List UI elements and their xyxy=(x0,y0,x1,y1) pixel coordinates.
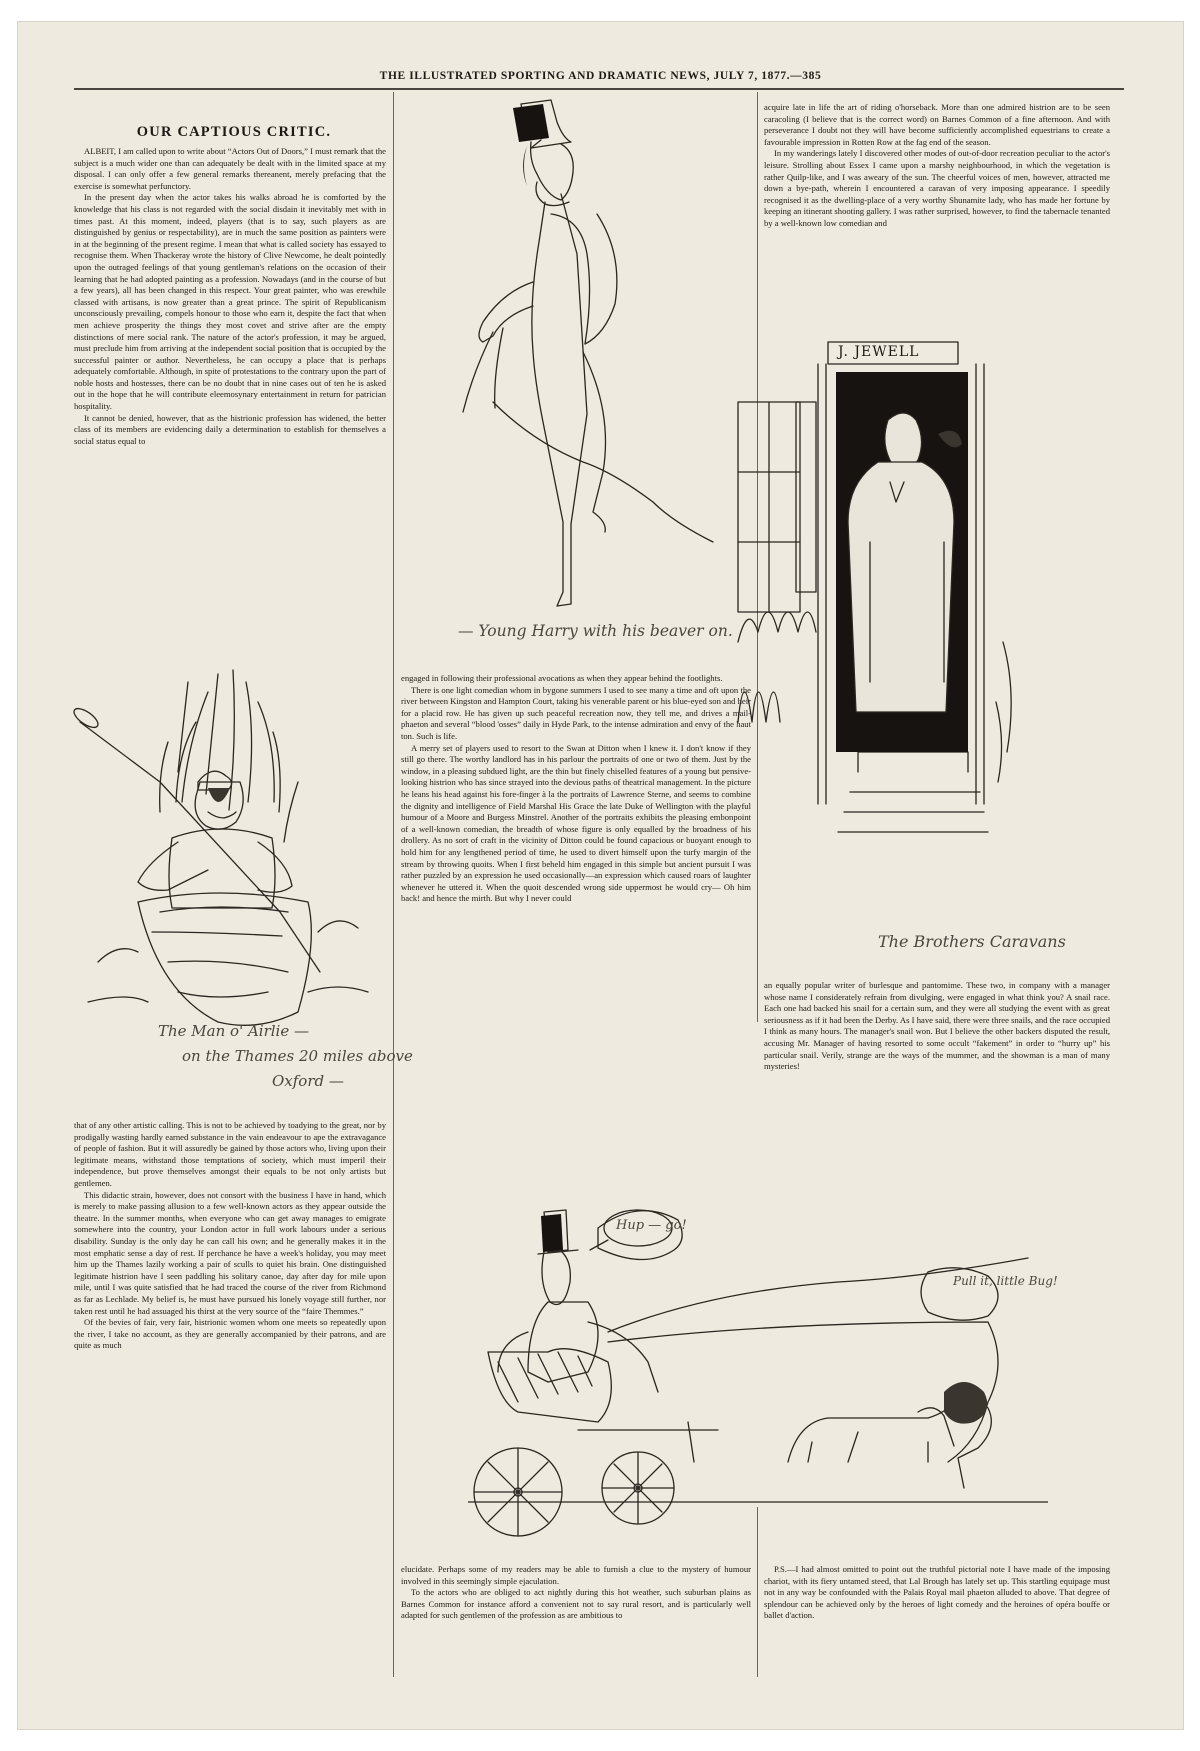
masthead: THE ILLUSTRATED SPORTING AND DRAMATIC NEWS, JULY 7, 1877.—385 xyxy=(379,70,822,82)
paragraph: In my wanderings lately I discovered other modes of out-of-door recreation peculiar to the actor's leisure. Strolling about Essex I came upon a marshy neighbourhood, in which the vegetation is rather Quilp-like, and I was aweary of the sun. The cheerful voices of men, however, attracted me down a bye-path, wherein I encountered a caravan of very imposing appearance. I speedily recognised it as the dwelling-place of a very worthy Shunamite lady, who has made her fortune by keeping an itinerant shooting gallery. I was rather surprised, however, to find the tabernacle tenanted by a well-known low comedian and xyxy=(764,148,1110,228)
column-3-middle-text xyxy=(764,980,1110,1120)
paragraph: elucidate. Perhaps some of my readers may be able to furnish a clue to the mystery of humour involved in this seemingly simple ejaculation. xyxy=(401,1564,751,1586)
column-1-top-text xyxy=(74,146,386,666)
column-rule-left xyxy=(393,92,394,1677)
paragraph: Of the bevies of fair, very fair, histrionic women whom one meets so repeatedly upon the river, I take no account, as they are generally accompanied by their patrons, and are quite as much xyxy=(74,1317,386,1351)
paragraph: In the present day when the actor takes his walks abroad he is comforted by the knowledge that his class is not regarded with the social disdain it inevitably met with in times past. At this moment, indeed, players (that is to say, such players as are distinguished by genius or respectability), are in much the same position as painters were in at the beginning of the present regime. I mean that what is called society has essayed to recognise them. When Thackeray wrote the history of Clive Newcome, he dealt pointedly upon the outraged feelings of that young gentleman's relations on the occasion of their learning that he had adopted painting as a profession. Nowadays (and in the course of but a few years), all has been changed in this respect. Your great painter, who was erewhile classed with artisans, is now greater than a great prince. The spirit of Republicanism unconsciously prevailing, compels honour to those who earn it, despite the fact that when men achieve prosperity the things they most covet and strive after are the empty distinctions of mere social rank. The nature of the actor's profession, it may be argued, must preclude him from arriving at the independent social position that is occupied by the successful painter or author. Nevertheless, he can occupy a place that is perhaps adequately comfortable. Although, in spite of protestations to the contrary upon the part of noble hosts and hostesses, there can be no doubt that in nine cases out of ten he is asked out in the hope that he will contribute eleemosynary entertainment in return for patrician hospitality. xyxy=(74,192,386,412)
column-rule-right xyxy=(757,92,758,1022)
caravan-doorway-illustration xyxy=(778,342,1108,942)
paragraph: It cannot be denied, however, that as the histrionic profession has widened, the better class of its members are evidencing daily a determination to establish for themselves a social status equal to xyxy=(74,412,386,446)
paragraph: A merry set of players used to resort to the Swan at Ditton when I knew it. I don't know if they still go there. The worthy landlord has in his parlour the portraits of one or two of them. Just by the window, in a pleasing subdued light, are the thin but finely chiselled features of a young but pensive-looking histrion who has since strayed into the devious paths of theatrical management. In the picture he leans his head against his fore-finger à la the portraits of Lawrence Sterne, and seems to combine the dignity and intelligence of Field Marshal His Grace the late Duke of Wellington with the playful humour of a Moore and Burgess Minstrel. Another of the portraits exhibits the pleasing embonpoint of a well-known comedian, the breadth of whose figure is only equalled by the broadness of his drollery. As no sort of craft in the vicinity of Ditton could be found capacious or buoyant enough to hold him for any lengthened period of time, he used to divert himself upon the turfy margin of the stream by throwing quoits. When I first beheld him engaged in this simple but ancient pursuit I was rather puzzled by an expression he used occasionally—an expression which caused roars of laughter whenever he uttered it. When the quoit descended wrong side uppermost he would cry— Oh him back! and hence the mirth. But why I never could xyxy=(401,742,751,904)
paragraph: engaged in following their professional avocations as when they appear behind the footlights. xyxy=(401,673,723,683)
carriage-speech-bubble-2: Pull it, little Bug! xyxy=(953,1274,1058,1288)
column-2-middle-text xyxy=(401,673,751,1029)
paragraph: that of any other artistic calling. This is not to be achieved by toadying to the great, nor by prodigally wasting hardly earned substance in the vain endeavour to ape the extravagance of people of fashion. But it will assuredly be gained by those actors who, living upon their legitimate means, withstand those temptations of society, which must imperil their independence, but prove themselves amongst their equals to be not only artists but gentlemen. xyxy=(74,1120,386,1188)
canoe-illustration xyxy=(68,662,388,1022)
paragraph: acquire late in life the art of riding o'horseback. More than one admired histrion are to be seen caracoling (I believe that is the correct word) on Barnes Common of a fine afternoon. And with perseverance I doubt not they will have become sufficiently accomplished equestrians to create a favourable impression in Rotten Row at the fag end of the season. xyxy=(764,102,1110,147)
caravan-sign: J. JEWELL xyxy=(838,344,920,360)
paragraph: There is one light comedian whom in bygone summers I used to see many a time and oft upon the river between Kingston and Hampton Court, taking his venerable parent or his blue-eyed son and heir for a placid row. He has given up such peaceful recreation now, they tell me, and drives a mail-phaeton and several “blood 'osses” daily in Hyde Park, to the intense admiration and envy of the haut ton. Such is life. xyxy=(401,684,751,741)
paragraph: P.S.—I had almost omitted to point out the truthful pictorial note I have made of the imposing chariot, with its fiery untamed steed, that Lal Brough has lately set up. This startling equipage must not in any way be confounded with the Palais Royal mail phaeton alluded to above. That degree of splendour can be achieved only by the heroes of light comedy and the heroines of opéra bouffe or ballet d'action. xyxy=(764,1564,1110,1621)
canoe-caption-line-3: Oxford — xyxy=(272,1072,344,1090)
column-2-bottom-text xyxy=(401,1564,751,1672)
carriage-speech-bubble-1: Hup — go! xyxy=(616,1218,687,1233)
column-1-bottom-text xyxy=(74,1120,386,1670)
paragraph: To the actors who are obliged to act nightly during this hot weather, such suburban plains as Barnes Common for instance afford a convenient not to say rural resort, and is particularly well adapted for such gentlemen of the profession as are ambitious to xyxy=(401,1587,751,1621)
paragraph: an equally popular writer of burlesque and pantomime. These two, in company with a manager whose name I considerately refrain from divulging, were engaged in what think you? A snail race. Each one had backed his snail for a certain sum, and they were all studying the event with as great seriousness as if it had been the Derby. As I have said, there were three snails, and the race occupied I think as many hours. The manager's snail won. But I believe the other backers disputed the result, accusing Mr. Manager of having resorted to some occult “fakement” in order to “hurry up” his particular snail. Verily, strange are the ways of the mummer, and the showman is a man of many mysteries! xyxy=(764,980,1110,1072)
paragraph: ALBEIT, I am called upon to write about “Actors Out of Doors,” I must remark that the subject is a much wider one than can adequately be dealt with in the limited space at my disposal. I can only offer a few general remarks thereanent, merely prefacing that the exercise is somewhat perfunctory. xyxy=(74,146,386,191)
article-title: OUR CAPTIOUS CRITIC. xyxy=(136,124,332,140)
column-3-bottom-text xyxy=(764,1564,1110,1672)
top-hat-gentleman-illustration xyxy=(433,102,733,622)
canoe-caption-line-1: The Man o' Airlie — xyxy=(158,1022,310,1040)
column-3-top-text xyxy=(764,102,1110,332)
masthead-rule xyxy=(74,88,1124,90)
paragraph: This didactic strain, however, does not consort with the business I have in hand, which is merely to make passing allusion to a few well-known actors as they appear outside the theatre. In the summer months, when everyone who can get away manages to emigrate somewhere into the country, your London actor in full work labours under a serious disability. Sunday is the only day he can call his own; and he generally makes it in the most emphatic sense a day of rest. If perchance he have a week's holiday, you may meet him up the Thames lazily working a pair of sculls to quiet his brain. One distinguished legitimate histrion have I seen paddling his solitary canoe, day after day for mile upon mile, until I was quite satisfied that he had traced the course of the river from Richmond as far as Lechlade. My belief is, he must have pursued his lonely voyage still further, nor taken rest until he had assuaged his thirst at the very source of the “faire Themmes.” xyxy=(74,1189,386,1316)
newspaper-page xyxy=(18,22,1183,1729)
caravan-caption: The Brothers Caravans xyxy=(878,932,1066,951)
top-center-caption: — Young Harry with his beaver on. xyxy=(458,622,733,640)
column-rule-right-lower xyxy=(757,1507,758,1677)
pony-carriage-illustration xyxy=(488,1162,1048,1502)
canoe-caption-line-2: on the Thames 20 miles above xyxy=(182,1047,413,1065)
